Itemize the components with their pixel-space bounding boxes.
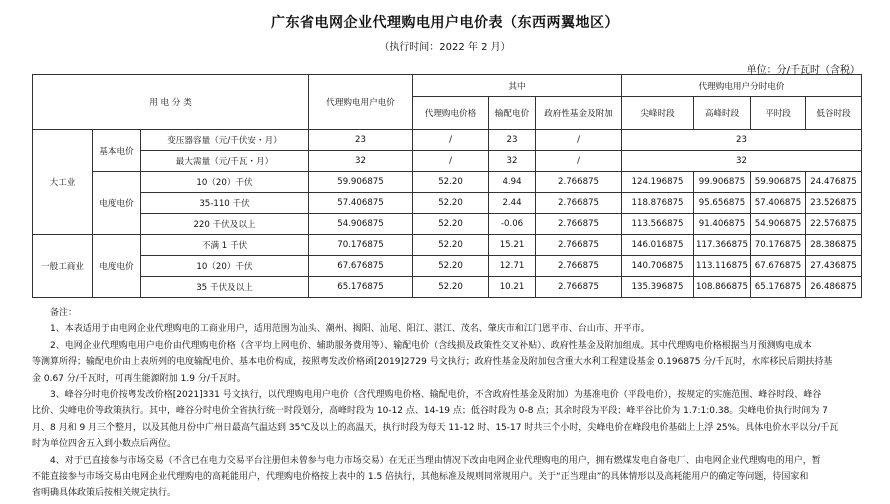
cell-peak: 146.016875 [622, 235, 694, 256]
cell-agent: 59.906875 [309, 172, 413, 193]
note-3-cont: 时为单位四舍五入到小数点后两位。 [32, 439, 177, 450]
group-large-industry: 大工业 [33, 130, 93, 235]
header-flat: 平时段 [751, 97, 806, 130]
note-2-cont: 金 0.67 分/千瓦时，可再生能源附加 1.9 分/千瓦时。 [32, 373, 246, 384]
notes-heading: 备注： [50, 308, 78, 318]
table-row [33, 214, 862, 235]
group-basic-price: 基本电价 [93, 130, 141, 172]
cell-purchase: 52.20 [413, 256, 489, 277]
cell-low: 28.386875 [806, 235, 862, 256]
header-high: 高峰时段 [694, 97, 751, 130]
price-table [32, 74, 862, 298]
header-transmission-price: 输配电价 [489, 97, 536, 130]
cell-peak: 140.706875 [622, 256, 694, 277]
cell-low: 26.486875 [806, 277, 862, 298]
cell-fund: / [536, 130, 622, 151]
header-agent-price: 代理购电用户电价 [309, 75, 413, 130]
cell-purchase: 52.20 [413, 172, 489, 193]
note-3-cont: 月、8 月和 9 月三个整月，以及其他月份中广州日最高气温达到 35℃及以上的高温天，执行时段为每天 11-12 时、15-17 时共三个小时，尖峰电价在峰段电价基础上上浮 25%。具体电价水平以分/千瓦 [32, 422, 839, 433]
cell-agent: 70.176875 [309, 235, 413, 256]
group-general-commercial: 一般工商业 [33, 235, 93, 298]
table-row [33, 172, 862, 193]
cell-agent: 54.906875 [309, 214, 413, 235]
cell-trans: 2.44 [489, 193, 536, 214]
header-gov-fund: 政府性基金及附加 [536, 97, 622, 130]
cell-agent: 65.176875 [309, 277, 413, 298]
cell-fund: 2.766875 [536, 193, 622, 214]
cell-flat: 67.676875 [751, 256, 806, 277]
cell-tou: 32 [622, 151, 862, 172]
cell-peak: 118.876875 [622, 193, 694, 214]
group-energy-price: 电度电价 [93, 172, 141, 235]
table-row [33, 130, 862, 151]
cell-low: 23.526875 [806, 193, 862, 214]
cell-purchase: / [413, 130, 489, 151]
row-label: 220 千伏及以上 [141, 214, 309, 235]
cell-purchase: 52.20 [413, 214, 489, 235]
cell-high: 91.406875 [694, 214, 751, 235]
header-among: 其中 [413, 75, 622, 97]
cell-tou: 23 [622, 130, 862, 151]
cell-purchase: 52.20 [413, 277, 489, 298]
note-2: 2、电网企业代理购电用户电价由代理购电价格（含平均上网电价、辅助服务费用等）、输配电价（含线损及政策性交叉补贴）、政府性基金及附加组成。其中代理购电价格根据当月预测购电成本 [50, 340, 812, 351]
unit-label: 单位：分/千瓦时（含税） [746, 65, 860, 76]
cell-purchase: 52.20 [413, 235, 489, 256]
cell-fund: 2.766875 [536, 256, 622, 277]
cell-agent: 32 [309, 151, 413, 172]
header-category: 用 电 分 类 [33, 75, 309, 130]
cell-peak: 124.196875 [622, 172, 694, 193]
cell-flat: 65.176875 [751, 277, 806, 298]
cell-agent: 23 [309, 130, 413, 151]
cell-flat: 57.406875 [751, 193, 806, 214]
cell-low: 24.476875 [806, 172, 862, 193]
cell-flat: 59.906875 [751, 172, 806, 193]
cell-trans: 12.71 [489, 256, 536, 277]
note-3: 3、峰谷分时电价按粤发改价格[2021]331 号文执行，以代理购电用户电价（含代理购电价格、输配电价，不含政府性基金及附加）为基准电价（平段电价），按规定的实施范围、峰谷时段、峰谷 [50, 390, 822, 401]
page-title: 广东省电网企业代理购电用户电价表（东西两翼地区） [271, 15, 619, 31]
note-2-cont: 等测算所得；输配电价由上表所列的电度输配电价、基本电价构成，按照粤发改价格函[2019]2729 号文执行；政府性基金及附加包含重大水利工程建设基金 0.196875 分/千瓦时，水库移民后期扶持基 [32, 357, 833, 368]
row-label: 35-110 千伏 [141, 193, 309, 214]
cell-fund: 2.766875 [536, 235, 622, 256]
cell-trans: 4.94 [489, 172, 536, 193]
cell-flat: 70.176875 [751, 235, 806, 256]
note-3-cont: 比价、尖峰电价等政策执行。其中，峰谷分时电价全省执行统一时段划分，高峰时段为 10-12 点、14-19 点；低谷时段为 0-8 点；其余时段为平段；峰平谷比价为 1.7:1:0.38。尖峰电价执行时间为 7 [32, 406, 828, 417]
group-energy-price: 电度电价 [93, 235, 141, 298]
table-row [33, 193, 862, 214]
cell-agent: 57.406875 [309, 193, 413, 214]
cell-high: 99.906875 [694, 172, 751, 193]
cell-peak: 113.566875 [622, 214, 694, 235]
row-label: 不满 1 千伏 [141, 235, 309, 256]
row-label: 10（20）千伏 [141, 172, 309, 193]
notes-section [32, 305, 862, 502]
note-4: 4、对于已直接参与市场交易（不含已在电力交易平台注册但未曾参与电力市场交易）在无正当理由情况下改由电网企业代理购电的用户，拥有燃煤发电自备电厂、由电网企业代理购电的用户，暂 [50, 455, 821, 466]
cell-low: 22.576875 [806, 214, 862, 235]
cell-high: 113.116875 [694, 256, 751, 277]
cell-fund: 2.766875 [536, 277, 622, 298]
note-4-cont: 省明确具体政策后按相关规定执行。 [32, 488, 177, 499]
table-row [33, 277, 862, 298]
cell-purchase: / [413, 151, 489, 172]
cell-trans: -0.06 [489, 214, 536, 235]
row-label: 10（20）千伏 [141, 256, 309, 277]
table-row [33, 256, 862, 277]
cell-trans: 23 [489, 130, 536, 151]
cell-high: 117.366875 [694, 235, 751, 256]
table-row [33, 235, 862, 256]
cell-peak: 135.396875 [622, 277, 694, 298]
header-tou: 代理购电用户分时电价 [622, 75, 862, 97]
header-peak: 尖峰时段 [622, 97, 694, 130]
note-4-cont: 不能直接参与市场交易由电网企业代理购电的高耗能用户，代理购电价格按上表中的 1.5 倍执行，其他标准及规则同常规用户。关于“正当理由”的具体情形以及高耗能用户的确定等问题，待国家和 [32, 472, 809, 483]
row-label: 35 千伏及以上 [141, 277, 309, 298]
cell-trans: 15.21 [489, 235, 536, 256]
cell-agent: 67.676875 [309, 256, 413, 277]
cell-fund: / [536, 151, 622, 172]
table-row [33, 151, 862, 172]
cell-fund: 2.766875 [536, 172, 622, 193]
header-low: 低谷时段 [806, 97, 862, 130]
cell-purchase: 52.20 [413, 193, 489, 214]
cell-trans: 10.21 [489, 277, 536, 298]
cell-high: 108.866875 [694, 277, 751, 298]
cell-trans: 32 [489, 151, 536, 172]
effective-date: （执行时间：2022 年 2 月） [379, 42, 511, 53]
row-label: 变压器容量（元/千伏安・月） [141, 130, 309, 151]
row-label: 最大需量（元/千瓦・月） [141, 151, 309, 172]
cell-flat: 54.906875 [751, 214, 806, 235]
note-1: 1、本表适用于由电网企业代理购电的工商业用户，适用范围为汕头、潮州、揭阳、汕尾、阳江、湛江、茂名、肇庆市和江门恩平市、台山市、开平市。 [50, 324, 650, 335]
cell-low: 27.436875 [806, 256, 862, 277]
cell-high: 95.656875 [694, 193, 751, 214]
header-purchase-price: 代理购电价格 [413, 97, 489, 130]
cell-fund: 2.766875 [536, 214, 622, 235]
